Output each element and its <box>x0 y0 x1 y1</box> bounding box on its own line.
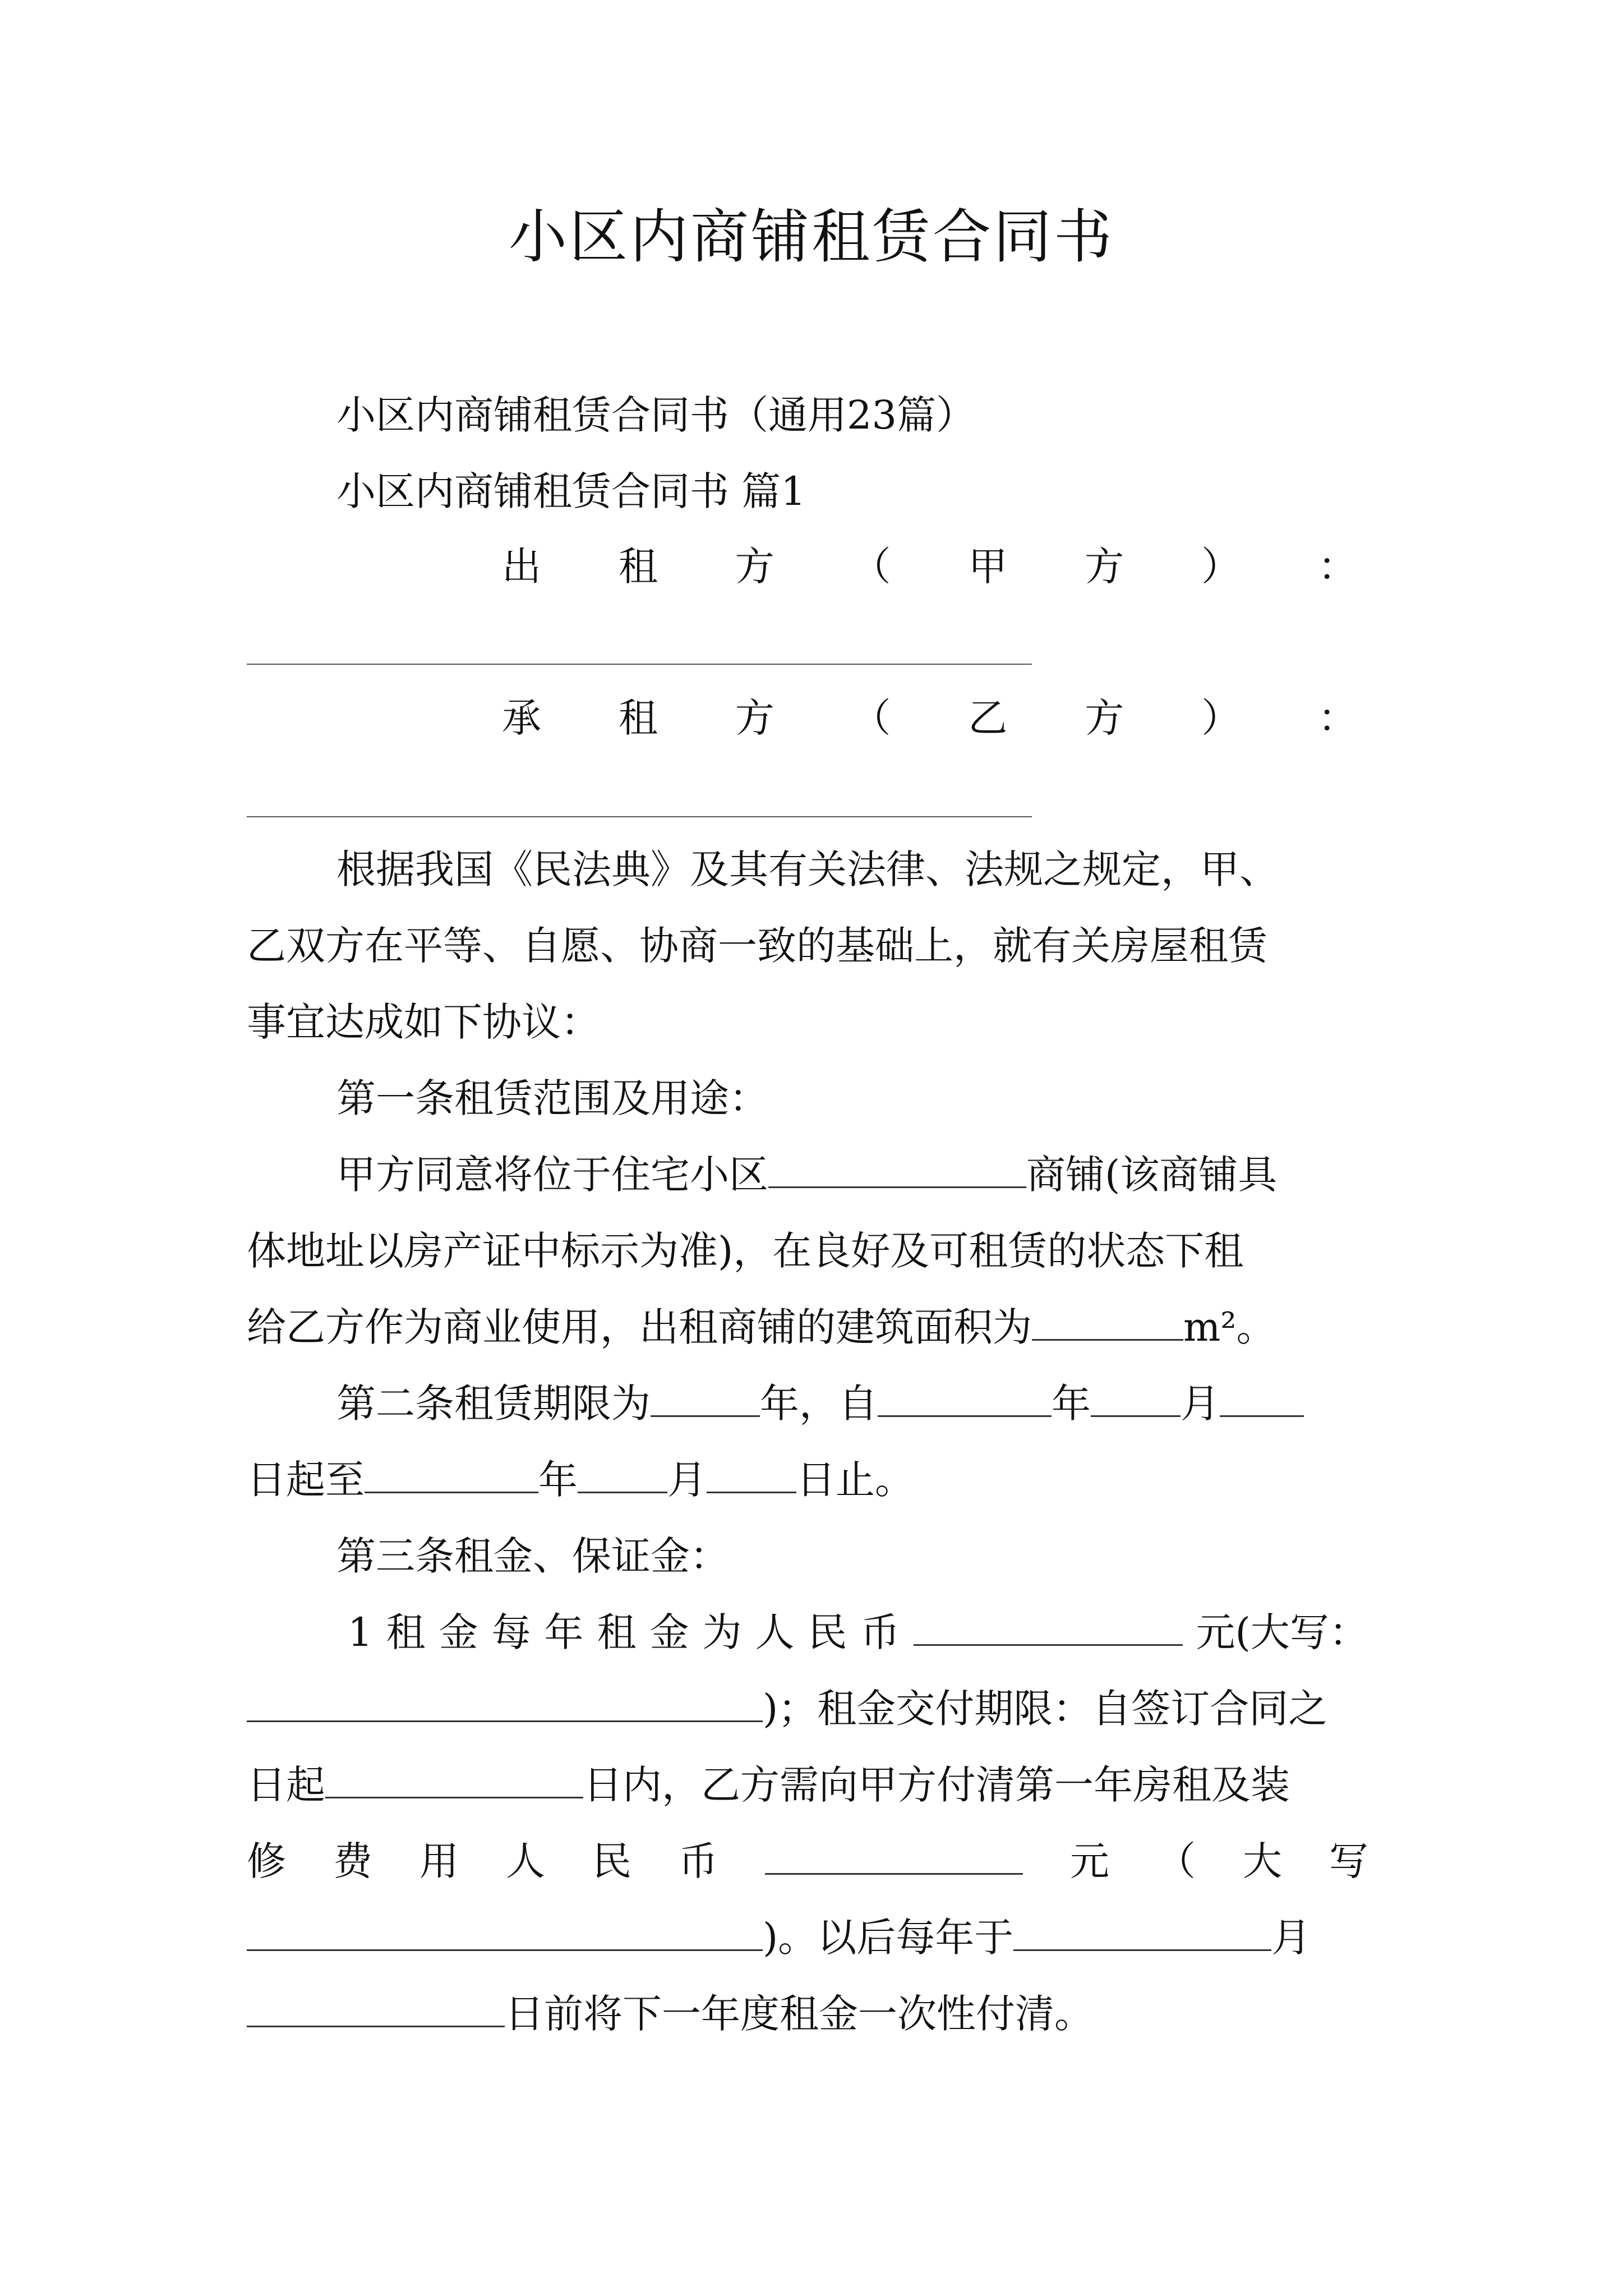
intro-line-2: 乙双方在平等、自愿、协商一致的基础上，就有关房屋租赁 <box>247 923 1267 969</box>
article-2-line-2: 日起至 年 月 日止。 <box>247 1452 914 1508</box>
yearly-day-blank <box>247 1986 505 2027</box>
article-1-heading: 第一条租赁范围及用途： <box>336 1075 768 1121</box>
end-month-blank <box>578 1452 667 1493</box>
article-3-line-2: )；租金交付期限：自签订合同之 <box>247 1681 1327 1737</box>
party-a-blank-line <box>247 664 1032 665</box>
article-1-line-1: 甲方同意将位于住宅小区 商铺(该商铺具 <box>336 1147 1277 1203</box>
annual-rent-blank <box>914 1605 1183 1646</box>
document-subtitle: 小区内商铺租赁合同书（通用23篇） <box>336 392 976 438</box>
yearly-month-blank <box>1013 1910 1271 1951</box>
article-1-line-3: 给乙方作为商业使用，出租商铺的建筑面积为 m²。 <box>247 1299 1275 1355</box>
party-a-label: 出 租 方 （ 甲 方 ） ： <box>502 544 1357 590</box>
document-title: 小区内商铺租赁合同书 <box>508 203 1114 271</box>
article-3-line-1: 1 租 金 每 年 租 金 为 人 民 币 元(大写： <box>348 1604 1368 1660</box>
end-year-blank <box>365 1452 538 1493</box>
article-3-heading: 第三条租金、保证金： <box>336 1533 729 1579</box>
start-day-blank <box>1220 1376 1304 1417</box>
section-heading: 小区内商铺租赁合同书 篇1 <box>336 468 806 514</box>
article-3-line-4: 修 费 用 人 民 币 元 （ 大 写 <box>247 1833 1368 1889</box>
first-payment-blank <box>765 1834 1023 1875</box>
end-day-blank <box>707 1452 796 1493</box>
first-payment-uppercase-blank <box>247 1910 763 1951</box>
article-3-line-3: 日起 日内，乙方需向甲方付清第一年房租及装 <box>247 1757 1290 1813</box>
intro-line-3: 事宜达成如下协议： <box>247 999 600 1045</box>
article-1-line-2: 体地址以房产证中标示为准)，在良好及可租赁的状态下租 <box>247 1228 1244 1274</box>
start-year-blank <box>878 1376 1052 1417</box>
address-blank <box>768 1147 1026 1188</box>
rent-uppercase-blank <box>247 1681 763 1722</box>
party-b-label: 承 租 方 （ 乙 方 ） ： <box>502 695 1357 741</box>
intro-line-1: 根据我国《民法典》及其有关法律、法规之规定，甲、 <box>336 846 1279 892</box>
term-years-blank <box>651 1376 760 1417</box>
article-3-line-5: )。以后每年于 月 <box>247 1910 1311 1966</box>
start-month-blank <box>1091 1376 1181 1417</box>
article-3-line-6: 日前将下一年度租金一次性付清。 <box>247 1986 1094 2042</box>
article-2-line-1: 第二条租赁期限为 年，自 年 月 <box>336 1375 1304 1432</box>
party-b-blank-line <box>247 816 1032 817</box>
payment-days-blank <box>325 1757 583 1798</box>
area-blank <box>1032 1300 1183 1341</box>
